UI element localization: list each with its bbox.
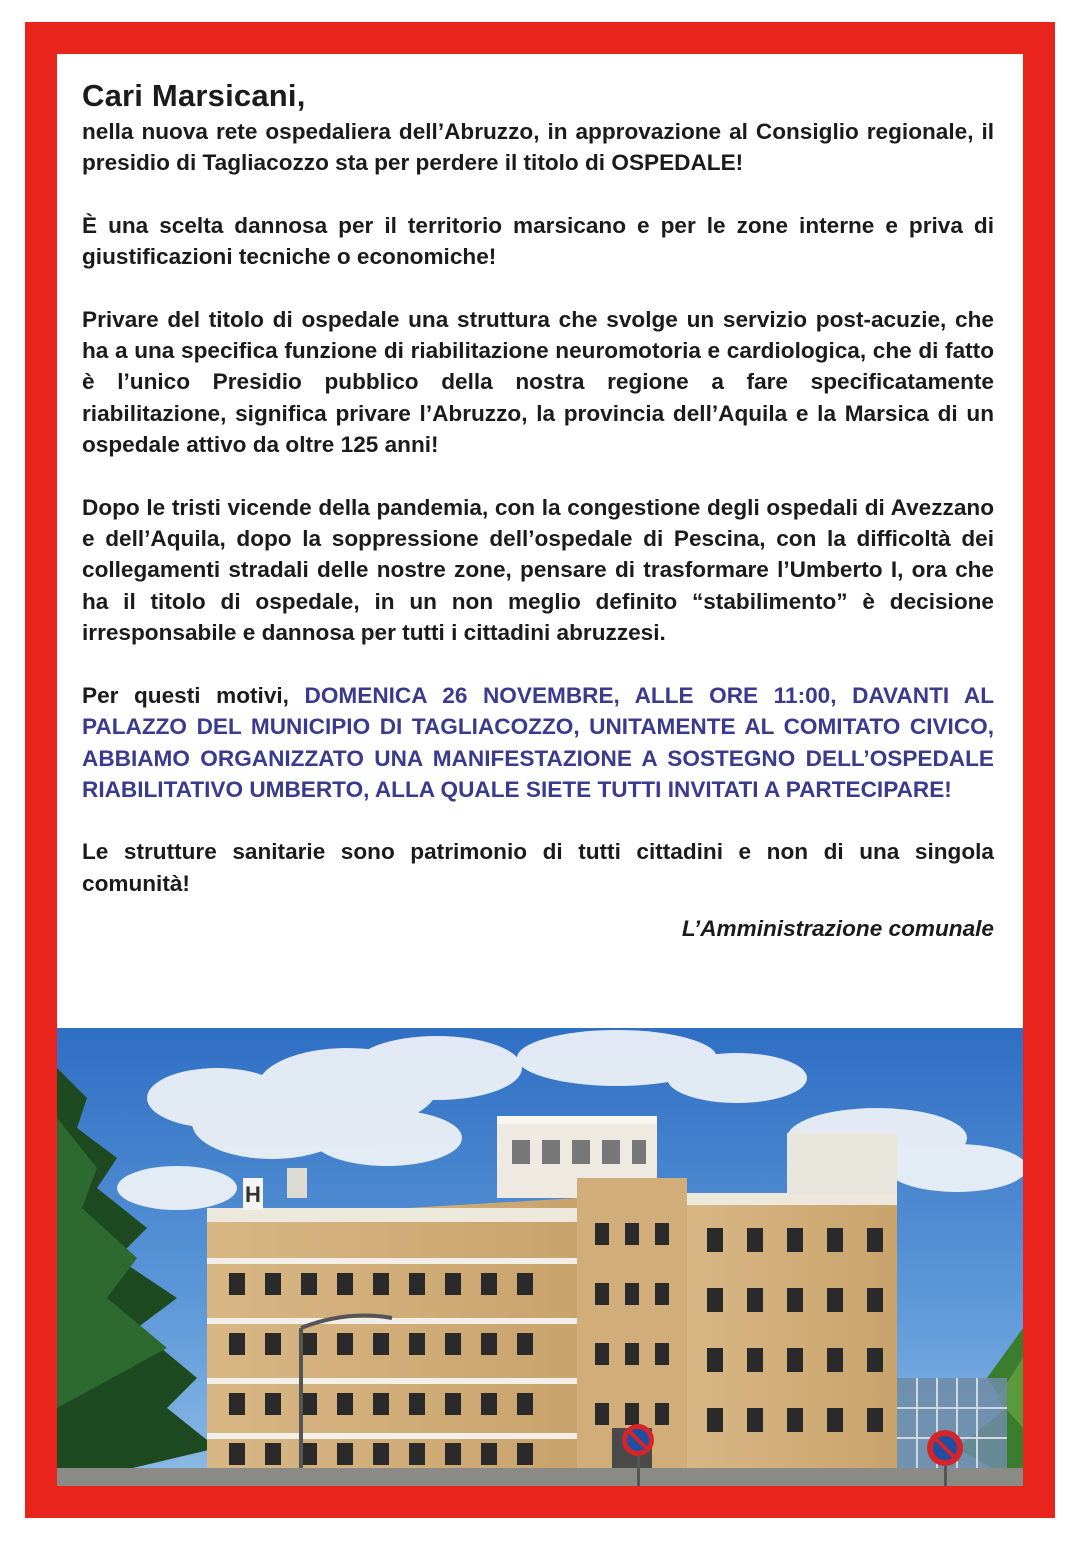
- street: [57, 1468, 1023, 1486]
- paragraph-network: nella nuova rete ospedaliera dell’Abruzzo, in approvazione al Consiglio regionale, il presidio di Tagliacozzo sta per perdere il titolo di OSPEDALE!: [82, 119, 994, 176]
- rooftop-structure: [287, 1168, 307, 1198]
- red-frame: [25, 22, 1055, 1518]
- paragraph-rehabilitation: Privare del titolo di ospedale una struttura che svolge un servizio post-acuzie, che ha a una specifica funzione di riabilitazione neuromotoria e cardiologica, che di fatto è l’unico Presidio pubblico della nostra regione a fare specificatamente riabilitazione, significa privare l’Abruzzo, la provincia dell’Aquila e la Marsica di un ospedale attivo da oltre 125 anni!: [82, 306, 994, 458]
- letter-body: [82, 76, 994, 944]
- announcement-highlight: DOMENICA 26 NOVEMBRE, ALLE ORE 11:00, DAVANTI AL PALAZZO DEL MUNICIPIO DI TAGLIACOZZO, UNITAMENTE AL COMITATO CIVICO, ABBIAMO ORGANIZZATO UNA MANIFESTAZIONE A SOSTEGNO DELL’OSPEDALE RIABILITATIVO UMBERTO, ALLA QUALE SIETE TUTTI INVITATI A PARTECIPARE!: [82, 682, 995, 802]
- letter-panel: [57, 54, 1023, 1486]
- paragraph-closing: Le strutture sanitarie sono patrimonio di tutti cittadini e non di una singola comunità!: [82, 839, 994, 896]
- hospital-h-sign: H: [245, 1182, 261, 1207]
- greeting: Cari Marsicani,: [82, 78, 306, 113]
- paragraph-announcement: [82, 680, 994, 806]
- signature: L’Amministrazione comunale: [681, 916, 994, 942]
- announcement-intro: Per questi motivi,: [82, 682, 305, 708]
- paragraph-pandemic: Dopo le tristi vicende della pandemia, con la congestione degli ospedali di Avezzano e dell’Aquila, dopo la soppressione dell’ospedale di Pescina, con la difficoltà dei collegamenti stradali delle nostre zone, pensare di trasformare l’Umberto I, ora che ha il titolo di ospedale, in un non meglio definito “stabilimento” è decisione irresponsabile e dannosa per tutti i cittadini abruzzesi.: [82, 494, 994, 646]
- left-wing: [207, 1178, 577, 1468]
- hospital-photo: [57, 1028, 1023, 1486]
- paragraph-harmful-choice: È una scelta dannosa per il territorio marsicano e per le zone interne e priva di giustificazioni tecniche o economiche!: [82, 212, 994, 270]
